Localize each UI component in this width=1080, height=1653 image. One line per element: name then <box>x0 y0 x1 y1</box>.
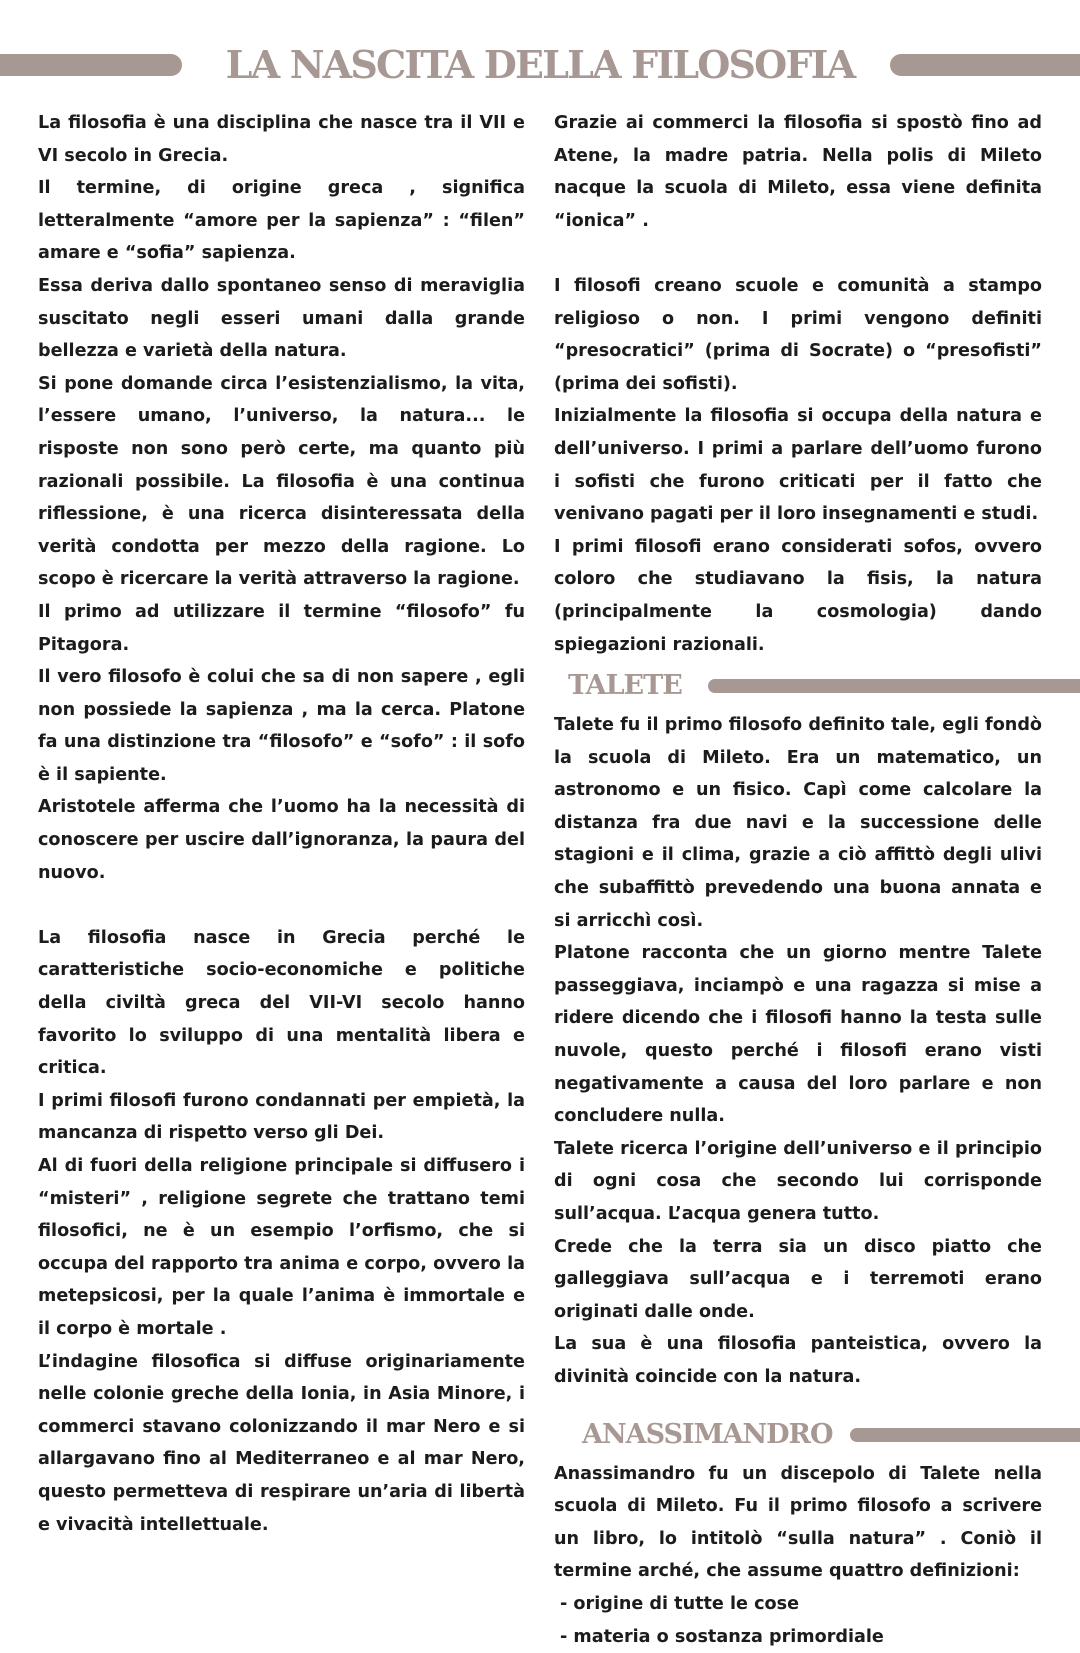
section-bar-anassimandro <box>850 1428 1080 1442</box>
section-header-talete <box>554 665 1042 707</box>
title-bar-right <box>890 54 1080 76</box>
paragraph-mysteries: Al di fuori della religione principale si diffusero i “misteri” , religione segrete che trattano temi filosofici, ne è un esempio l’orfismo, che si occupa del rapporto tra anima e corpo, ovvero la metepsicosi, per la quale l’anima è immortale e il corpo è mortale . <box>38 1156 525 1339</box>
paragraph-wonder: Essa deriva dallo spontaneo senso di meraviglia suscitato negli esseri umani dalla grande bellezza e varietà della natura. <box>38 275 525 362</box>
paragraph-greece: La filosofia nasce in Grecia perché le caratteristiche socio-economiche e politiche della civiltà greca del VII-VI secolo hanno favorito lo sviluppo di una mentalità libera e critica. <box>38 927 525 1079</box>
blank-line <box>38 889 525 922</box>
title-row <box>0 40 1080 90</box>
paragraph-etymology: Il termine, di origine greca , significa letteralmente “amore per la sapienza” : “filen” amare e “sofia” sapienza. <box>38 178 525 264</box>
section-bar-talete <box>708 679 1080 693</box>
blank-line <box>554 237 1042 270</box>
paragraph-talete-pantheism: La sua è una filosofia panteistica, ovvero la divinità coincide con la natura. <box>554 1334 1042 1387</box>
paragraph-anassimandro-intro: Anassimandro fu un discepolo di Talete nella scuola di Mileto. Fu il primo filosofo a scrivere un libro, lo intitolò “sulla natura” . Coniò il termine arché, che assume quattro definizioni: <box>554 1463 1042 1582</box>
title-bar-left <box>0 54 182 76</box>
page-title: LA NASCITA DELLA FILOSOFIA <box>225 42 855 87</box>
paragraph-sofos: I primi filosofi erano considerati sofos, ovvero coloro che studiavano la fisis, la natura (principalmente la cosmologia) dando spiegazioni razionali. <box>554 536 1042 655</box>
paragraph-aristotele: Aristotele afferma che l’uomo ha la necessità di conoscere per uscire dall’ignoranza, la paura del nuovo. <box>38 797 525 883</box>
left-column <box>38 107 525 1541</box>
paragraph-impiety: I primi filosofi furono condannati per empietà, la mancanza di rispetto verso gli Dei. <box>38 1090 525 1144</box>
paragraph-questions: Si pone domande circa l’esistenzialismo, la vita, l’essere umano, l’universo, la natura... le risposte non sono però certe, ma quanto più razionali possibile. La filosofia è una continua riflessione, è una ricerca disinteressata della verità condotta per mezzo della ragione. Lo scopo è ricercare la verità attraverso la ragione. <box>38 373 525 590</box>
paragraph-talete-earth: Crede che la terra sia un disco piatto che galleggiava sull’acqua e i terremoti erano originati dalle onde. <box>554 1236 1042 1322</box>
list-item: - materia o sostanza primordiale <box>560 1626 884 1647</box>
list-item: - origine di tutte le cose <box>560 1593 800 1614</box>
paragraph-athens: Grazie ai commerci la filosofia si spostò fino ad Atene, la madre patria. Nella polis di Mileto nacque la scuola di Mileto, essa viene definita “ionica” . <box>554 113 1042 231</box>
section-title-anassimandro: ANASSIMANDRO <box>582 1418 833 1450</box>
paragraph-true-philosopher: Il vero filosofo è colui che sa di non sapere , egli non possiede la sapienza , ma la cerca. Platone fa una distinzione tra “filosofo” e “sofo” : il sofo è il sapiente. <box>38 667 525 785</box>
paragraph-ionia: L’indagine filosofica si diffuse originariamente nelle colonie greche della Ionia, in Asia Minore, i commerci stavano colonizzando il mar Nero e si allargavano fino al Mediterraneo e al mar Nero, questo permetteva di respirare un’aria di libertà e vivacità intellettuale. <box>38 1351 525 1535</box>
paragraph-talete-water: Talete ricerca l’origine dell’universo e il principio di ogni cosa che secondo lui corrisponde sull’acqua. L’acqua genera tutto. <box>554 1138 1042 1224</box>
paragraph-origin: La filosofia è una disciplina che nasce tra il VII e VI secolo in Grecia. <box>38 113 525 166</box>
section-header-anassimandro <box>554 1414 1042 1456</box>
paragraph-pitagora: Il primo ad utilizzare il termine “filosofo” fu Pitagora. <box>38 601 525 655</box>
paragraph-nature: Inizialmente la filosofia si occupa della natura e dell’universo. I primi a parlare dell’uomo furono i sofisti che furono criticati per il fatto che venivano pagati per il loro insegnamenti e studi. <box>554 406 1042 525</box>
paragraph-schools: I filosofi creano scuole e comunità a stampo religioso o non. I primi vengono definiti “presocratici” (prima di Socrate) o “presofisti” (prima dei sofisti). <box>554 275 1042 394</box>
paragraph-talete-intro: Talete fu il primo filosofo definito tale, egli fondò la scuola di Mileto. Era un matematico, un astronomo e un fisico. Capì come calcolare la distanza fra due navi e la successione delle stagioni e il clima, grazie a ciò affittò degli ulivi che subaffittò prevedendo una buona annata e si arricchì così. <box>554 715 1042 931</box>
paragraph-talete-platone: Platone racconta che un giorno mentre Talete passeggiava, inciampò e una ragazza si mise a ridere dicendo che i filosofi hanno la testa sulle nuvole, questo perché i filosofi erano visti negativamente a causa del loro parlare e non concludere nulla. <box>554 943 1042 1127</box>
section-title-talete: TALETE <box>568 670 682 702</box>
right-column <box>554 107 1042 1653</box>
